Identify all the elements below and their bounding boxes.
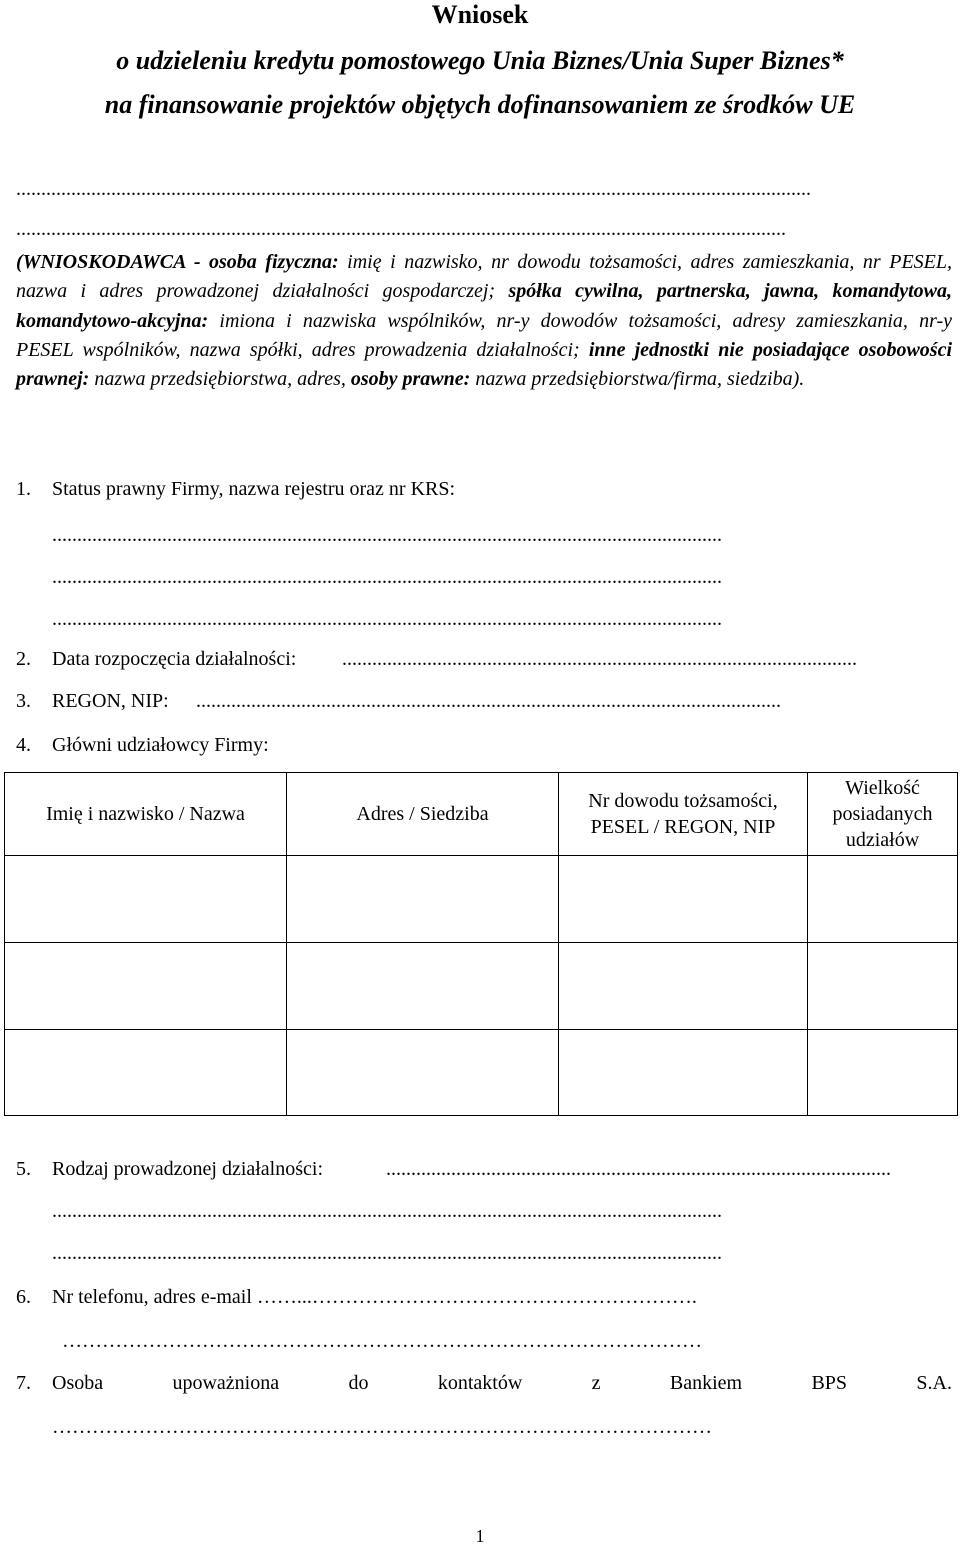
table-row (5, 1030, 958, 1116)
cell-name[interactable] (5, 943, 287, 1030)
item-3-fill-line[interactable]: ..................................................................................................................... (196, 690, 781, 712)
item-1-fill-line-2[interactable]: ...................................................................................................................................... (52, 566, 722, 588)
item-3-number: 3. (16, 690, 31, 712)
item-6-number: 6. (16, 1286, 31, 1308)
col-header-name: Imię i nazwisko / Nazwa (5, 773, 287, 856)
instruction-other-text: nazwa przedsiębiorstwa, adres, (89, 368, 346, 391)
item-4-number: 4. (16, 734, 31, 756)
instruction-other-label: inne jednostki nie posiadające osobowości prawnej: (16, 338, 953, 391)
applicant-fill-line-1[interactable]: ............................................................................................................................................................... (16, 178, 811, 200)
item-2-label: Data rozpoczęcia działalności: (52, 648, 297, 670)
cell-address[interactable] (287, 943, 559, 1030)
item-7-word: do (348, 1372, 369, 1394)
item-5-fill-line-1[interactable]: ..................................................................................................... (386, 1158, 891, 1180)
item-1-fill-line-3[interactable]: ...................................................................................................................................... (52, 608, 722, 630)
instruction-partnership-label: spółka cywilna, partnerska, jawna, komandytowa, komandytowo-akcyjna: (16, 280, 952, 332)
item-4-label: Główni udziałowcy Firmy: (52, 734, 269, 756)
cell-shares[interactable] (808, 856, 958, 943)
cell-name[interactable] (5, 1030, 287, 1116)
item-7-word: Bankiem (669, 1372, 743, 1394)
item-2-fill-line[interactable]: ....................................................................................................... (342, 648, 857, 670)
instruction-person-text: imię i nazwisko, nr dowodu tożsamości, adres zamieszkania, nr PESEL, nazwa i adres prowadzonej działalności gospodarczej; (16, 251, 953, 303)
item-7-number: 7. (16, 1372, 31, 1394)
table-header-row (5, 773, 958, 856)
item-7-word: BPS (811, 1372, 848, 1394)
instruction-person-label: (WNIOSKODAWCA - osoba fizyczna: (16, 251, 339, 273)
applicant-instruction (16, 248, 952, 394)
item-6-fill-line[interactable]: …………………………………………………………………………………… (62, 1330, 702, 1352)
item-7-word: kontaktów (437, 1372, 523, 1394)
instruction-partnership-text: imiona i nazwiska wspólników, nr-y dowodów tożsamości, adresy zamieszkania, nr-y PESEL wspólników, nazwa spółki, adres prowadzenia działalności; (16, 309, 952, 361)
item-1-number: 1. (16, 478, 31, 500)
item-7-word: Osoba (52, 1372, 104, 1394)
page-number: 1 (475, 1526, 485, 1546)
cell-address[interactable] (287, 1030, 559, 1116)
document-subtitle-line2: na finansowanie projektów objętych dofinansowaniem ze środków UE (104, 90, 856, 119)
item-5-number: 5. (16, 1158, 31, 1180)
item-5-label: Rodzaj prowadzonej działalności: (52, 1158, 324, 1180)
item-7-word: z (591, 1372, 601, 1394)
cell-address[interactable] (287, 856, 559, 943)
cell-id[interactable] (559, 1030, 808, 1116)
item-5-fill-line-2[interactable]: ...................................................................................................................................... (52, 1200, 722, 1222)
item-1-fill-line-1[interactable]: ...................................................................................................................................... (52, 524, 722, 546)
item-1-label: Status prawny Firmy, nazwa rejestru oraz nr KRS: (52, 478, 456, 500)
applicant-fill-line-2[interactable]: .......................................................................................................................................................... (16, 218, 786, 240)
document-subtitle-line1: o udzieleniu kredytu pomostowego Unia Biznes/Unia Super Biznes* (116, 46, 844, 75)
cell-shares[interactable] (808, 943, 958, 1030)
item-7-word: upoważniona (172, 1372, 280, 1394)
col-header-id: Nr dowodu tożsamości, PESEL / REGON, NIP (559, 773, 808, 856)
item-6-label[interactable]: Nr telefonu, adres e-mail ……...…………………………………………………. (52, 1286, 697, 1308)
instruction-legal-text: nazwa przedsiębiorstwa/firma, siedziba). (470, 368, 805, 391)
cell-shares[interactable] (808, 1030, 958, 1116)
item-2-number: 2. (16, 648, 31, 670)
table-row (5, 943, 958, 1030)
col-header-shares: Wielkość posiadanych udziałów (808, 773, 958, 856)
item-7-word: S.A. (916, 1372, 952, 1394)
table-row (5, 856, 958, 943)
document-title: Wniosek (431, 0, 529, 29)
cell-id[interactable] (559, 856, 808, 943)
item-7-fill-line[interactable]: ……………………………………………………………………………………… (52, 1416, 712, 1438)
cell-id[interactable] (559, 943, 808, 1030)
item-3-label: REGON, NIP: (52, 690, 169, 712)
item-7-label (52, 1372, 952, 1395)
item-5-fill-line-3[interactable]: ...................................................................................................................................... (52, 1242, 722, 1264)
cell-name[interactable] (5, 856, 287, 943)
col-header-address: Adres / Siedziba (287, 773, 559, 856)
instruction-legal-label: osoby prawne: (345, 368, 471, 391)
shareholders-table (4, 772, 958, 1116)
